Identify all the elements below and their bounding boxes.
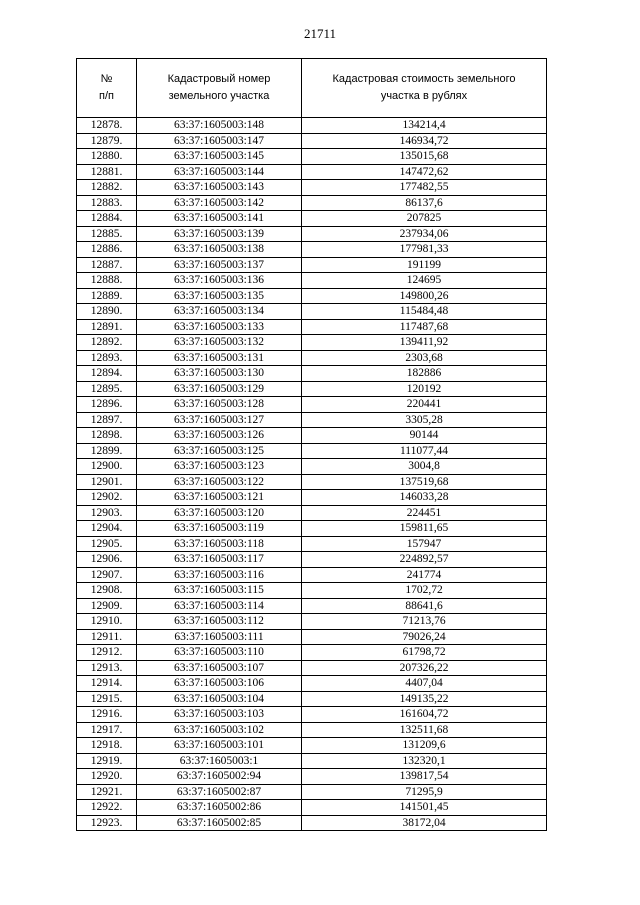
table-row: [77, 257, 547, 273]
cell-cadastral-value: 86137,6: [302, 195, 547, 211]
cell-cadastral-number: 63:37:1605003:111: [137, 629, 302, 645]
cell-cadastral-value: 157947: [302, 536, 547, 552]
cell-row-number: 12909.: [77, 598, 137, 614]
table-row: [77, 614, 547, 630]
cell-row-number: 12886.: [77, 242, 137, 258]
cell-cadastral-number: 63:37:1605003:139: [137, 226, 302, 242]
cell-cadastral-value: 71295,9: [302, 784, 547, 800]
cell-cadastral-number: 63:37:1605002:87: [137, 784, 302, 800]
cell-cadastral-number: 63:37:1605003:117: [137, 552, 302, 568]
cell-cadastral-value: 88641,6: [302, 598, 547, 614]
cell-row-number: 12904.: [77, 521, 137, 537]
cell-cadastral-value: 2303,68: [302, 350, 547, 366]
cell-cadastral-number: 63:37:1605003:130: [137, 366, 302, 382]
cell-cadastral-value: 1702,72: [302, 583, 547, 599]
cell-cadastral-number: 63:37:1605003:116: [137, 567, 302, 583]
cell-cadastral-number: 63:37:1605003:1: [137, 753, 302, 769]
cell-cadastral-number: 63:37:1605003:132: [137, 335, 302, 351]
table-row: [77, 226, 547, 242]
table-row: [77, 195, 547, 211]
cell-row-number: 12878.: [77, 118, 137, 134]
header-cadastral-number-line-1: Кадастровый номер: [167, 73, 271, 85]
cell-row-number: 12905.: [77, 536, 137, 552]
table-row: [77, 133, 547, 149]
cell-cadastral-number: 63:37:1605003:143: [137, 180, 302, 196]
cell-cadastral-value: 146934,72: [302, 133, 547, 149]
cell-cadastral-value: 3004,8: [302, 459, 547, 475]
cell-row-number: 12902.: [77, 490, 137, 506]
cell-row-number: 12915.: [77, 691, 137, 707]
cell-cadastral-number: 63:37:1605003:102: [137, 722, 302, 738]
cell-cadastral-value: 134214,4: [302, 118, 547, 134]
cell-row-number: 12907.: [77, 567, 137, 583]
cell-cadastral-number: 63:37:1605003:135: [137, 288, 302, 304]
cell-cadastral-value: 132320,1: [302, 753, 547, 769]
cell-cadastral-value: 159811,65: [302, 521, 547, 537]
table-row: [77, 707, 547, 723]
table-row: [77, 800, 547, 816]
table-row: [77, 350, 547, 366]
cell-row-number: 12882.: [77, 180, 137, 196]
cell-cadastral-number: 63:37:1605003:126: [137, 428, 302, 444]
cell-cadastral-number: 63:37:1605003:114: [137, 598, 302, 614]
cell-row-number: 12895.: [77, 381, 137, 397]
cell-row-number: 12903.: [77, 505, 137, 521]
cell-cadastral-value: 177482,55: [302, 180, 547, 196]
table-row: [77, 769, 547, 785]
cell-row-number: 12885.: [77, 226, 137, 242]
cell-cadastral-value: 139817,54: [302, 769, 547, 785]
table-row: [77, 784, 547, 800]
cell-row-number: 12912.: [77, 645, 137, 661]
cell-row-number: 12920.: [77, 769, 137, 785]
cell-cadastral-value: 61798,72: [302, 645, 547, 661]
table-row: [77, 211, 547, 227]
cell-row-number: 12913.: [77, 660, 137, 676]
cell-cadastral-number: 63:37:1605003:127: [137, 412, 302, 428]
header-cadastral-value-line-2: участка в рублях: [380, 90, 468, 102]
cell-row-number: 12881.: [77, 164, 137, 180]
table-row: [77, 645, 547, 661]
cell-cadastral-number: 63:37:1605003:142: [137, 195, 302, 211]
table-row: [77, 428, 547, 444]
table-row: [77, 474, 547, 490]
cell-row-number: 12893.: [77, 350, 137, 366]
cell-row-number: 12892.: [77, 335, 137, 351]
table-row: [77, 319, 547, 335]
table-row: [77, 583, 547, 599]
cell-cadastral-number: 63:37:1605003:121: [137, 490, 302, 506]
cell-cadastral-value: 4407,04: [302, 676, 547, 692]
cell-cadastral-number: 63:37:1605003:103: [137, 707, 302, 723]
cell-row-number: 12908.: [77, 583, 137, 599]
cell-cadastral-value: 147472,62: [302, 164, 547, 180]
cell-cadastral-number: 63:37:1605003:101: [137, 738, 302, 754]
cell-row-number: 12884.: [77, 211, 137, 227]
cell-cadastral-number: 63:37:1605003:147: [137, 133, 302, 149]
table-row: [77, 536, 547, 552]
header-row-number-line-1: №: [100, 73, 113, 85]
cell-cadastral-value: 3305,28: [302, 412, 547, 428]
cell-cadastral-value: 71213,76: [302, 614, 547, 630]
cell-cadastral-value: 177981,33: [302, 242, 547, 258]
cell-cadastral-value: 132511,68: [302, 722, 547, 738]
cell-row-number: 12899.: [77, 443, 137, 459]
cell-row-number: 12898.: [77, 428, 137, 444]
table-row: [77, 459, 547, 475]
cell-row-number: 12891.: [77, 319, 137, 335]
cell-cadastral-number: 63:37:1605003:120: [137, 505, 302, 521]
cell-cadastral-value: 111077,44: [302, 443, 547, 459]
header-cadastral-value-line-1: Кадастровая стоимость земельного: [332, 73, 516, 85]
cell-row-number: 12923.: [77, 815, 137, 831]
cadastral-value-table: [76, 58, 547, 831]
cell-row-number: 12921.: [77, 784, 137, 800]
cell-row-number: 12894.: [77, 366, 137, 382]
cell-row-number: 12901.: [77, 474, 137, 490]
table-row: [77, 738, 547, 754]
table-row: [77, 304, 547, 320]
cell-row-number: 12879.: [77, 133, 137, 149]
cell-row-number: 12916.: [77, 707, 137, 723]
table-row: [77, 164, 547, 180]
cell-row-number: 12906.: [77, 552, 137, 568]
cell-cadastral-number: 63:37:1605003:107: [137, 660, 302, 676]
cell-cadastral-number: 63:37:1605003:133: [137, 319, 302, 335]
cell-row-number: 12888.: [77, 273, 137, 289]
table-row: [77, 366, 547, 382]
header-cadastral-value: [302, 59, 547, 118]
table-row: [77, 180, 547, 196]
table-row: [77, 505, 547, 521]
cell-cadastral-number: 63:37:1605003:131: [137, 350, 302, 366]
cell-cadastral-number: 63:37:1605003:145: [137, 149, 302, 165]
cell-cadastral-value: 120192: [302, 381, 547, 397]
table-row: [77, 815, 547, 831]
table-row: [77, 335, 547, 351]
cell-row-number: 12880.: [77, 149, 137, 165]
cell-cadastral-number: 63:37:1605003:118: [137, 536, 302, 552]
cell-row-number: 12889.: [77, 288, 137, 304]
cell-cadastral-number: 63:37:1605002:86: [137, 800, 302, 816]
cell-cadastral-value: 38172,04: [302, 815, 547, 831]
table-row: [77, 381, 547, 397]
cell-cadastral-value: 131209,6: [302, 738, 547, 754]
cell-cadastral-value: 149135,22: [302, 691, 547, 707]
cell-row-number: 12911.: [77, 629, 137, 645]
cell-cadastral-number: 63:37:1605003:125: [137, 443, 302, 459]
cell-cadastral-value: 191199: [302, 257, 547, 273]
cell-cadastral-value: 137519,68: [302, 474, 547, 490]
table-row: [77, 242, 547, 258]
cell-cadastral-value: 224451: [302, 505, 547, 521]
cell-cadastral-value: 237934,06: [302, 226, 547, 242]
cell-cadastral-number: 63:37:1605003:137: [137, 257, 302, 273]
cell-row-number: 12890.: [77, 304, 137, 320]
cell-row-number: 12887.: [77, 257, 137, 273]
table-row: [77, 490, 547, 506]
cell-row-number: 12896.: [77, 397, 137, 413]
cell-cadastral-number: 63:37:1605002:94: [137, 769, 302, 785]
cell-cadastral-number: 63:37:1605003:106: [137, 676, 302, 692]
table-header-row: [77, 59, 547, 118]
header-cadastral-number: [137, 59, 302, 118]
cell-cadastral-value: 207825: [302, 211, 547, 227]
table-body: [77, 118, 547, 831]
cell-cadastral-value: 146033,28: [302, 490, 547, 506]
cell-cadastral-value: 79026,24: [302, 629, 547, 645]
header-row-number-line-2: п/п: [99, 90, 114, 102]
cell-cadastral-number: 63:37:1605003:148: [137, 118, 302, 134]
table-row: [77, 149, 547, 165]
header-cadastral-number-line-2: земельного участка: [168, 90, 270, 102]
cell-cadastral-value: 241774: [302, 567, 547, 583]
cell-cadastral-number: 63:37:1605003:128: [137, 397, 302, 413]
cell-cadastral-value: 141501,45: [302, 800, 547, 816]
cell-cadastral-value: 115484,48: [302, 304, 547, 320]
cell-cadastral-value: 90144: [302, 428, 547, 444]
table-row: [77, 521, 547, 537]
table-row: [77, 118, 547, 134]
cell-cadastral-number: 63:37:1605003:138: [137, 242, 302, 258]
cell-cadastral-number: 63:37:1605003:141: [137, 211, 302, 227]
cell-row-number: 12900.: [77, 459, 137, 475]
page-number: 21711: [303, 26, 337, 41]
cell-cadastral-value: 224892,57: [302, 552, 547, 568]
cell-row-number: 12914.: [77, 676, 137, 692]
table-row: [77, 691, 547, 707]
cell-cadastral-value: 220441: [302, 397, 547, 413]
table-row: [77, 753, 547, 769]
cell-cadastral-value: 139411,92: [302, 335, 547, 351]
header-row-number: [77, 59, 137, 118]
cell-row-number: 12918.: [77, 738, 137, 754]
cell-cadastral-value: 207326,22: [302, 660, 547, 676]
cell-row-number: 12917.: [77, 722, 137, 738]
table-row: [77, 598, 547, 614]
table-row: [77, 567, 547, 583]
cell-cadastral-number: 63:37:1605003:123: [137, 459, 302, 475]
cell-row-number: 12922.: [77, 800, 137, 816]
cell-cadastral-number: 63:37:1605003:122: [137, 474, 302, 490]
cell-row-number: 12910.: [77, 614, 137, 630]
cell-cadastral-number: 63:37:1605003:110: [137, 645, 302, 661]
table-row: [77, 552, 547, 568]
cell-cadastral-number: 63:37:1605002:85: [137, 815, 302, 831]
cell-cadastral-number: 63:37:1605003:136: [137, 273, 302, 289]
table-row: [77, 412, 547, 428]
cell-cadastral-value: 182886: [302, 366, 547, 382]
table-row: [77, 443, 547, 459]
table-row: [77, 629, 547, 645]
cell-row-number: 12883.: [77, 195, 137, 211]
table-row: [77, 288, 547, 304]
table-row: [77, 676, 547, 692]
cell-cadastral-number: 63:37:1605003:144: [137, 164, 302, 180]
cell-cadastral-number: 63:37:1605003:115: [137, 583, 302, 599]
cell-cadastral-value: 117487,68: [302, 319, 547, 335]
cell-cadastral-number: 63:37:1605003:104: [137, 691, 302, 707]
cell-cadastral-value: 124695: [302, 273, 547, 289]
cell-cadastral-number: 63:37:1605003:134: [137, 304, 302, 320]
cell-row-number: 12897.: [77, 412, 137, 428]
table-row: [77, 722, 547, 738]
cell-cadastral-number: 63:37:1605003:129: [137, 381, 302, 397]
cell-cadastral-value: 149800,26: [302, 288, 547, 304]
table-row: [77, 397, 547, 413]
cell-row-number: 12919.: [77, 753, 137, 769]
cell-cadastral-value: 161604,72: [302, 707, 547, 723]
cell-cadastral-number: 63:37:1605003:112: [137, 614, 302, 630]
table-row: [77, 273, 547, 289]
table-row: [77, 660, 547, 676]
cell-cadastral-number: 63:37:1605003:119: [137, 521, 302, 537]
cell-cadastral-value: 135015,68: [302, 149, 547, 165]
